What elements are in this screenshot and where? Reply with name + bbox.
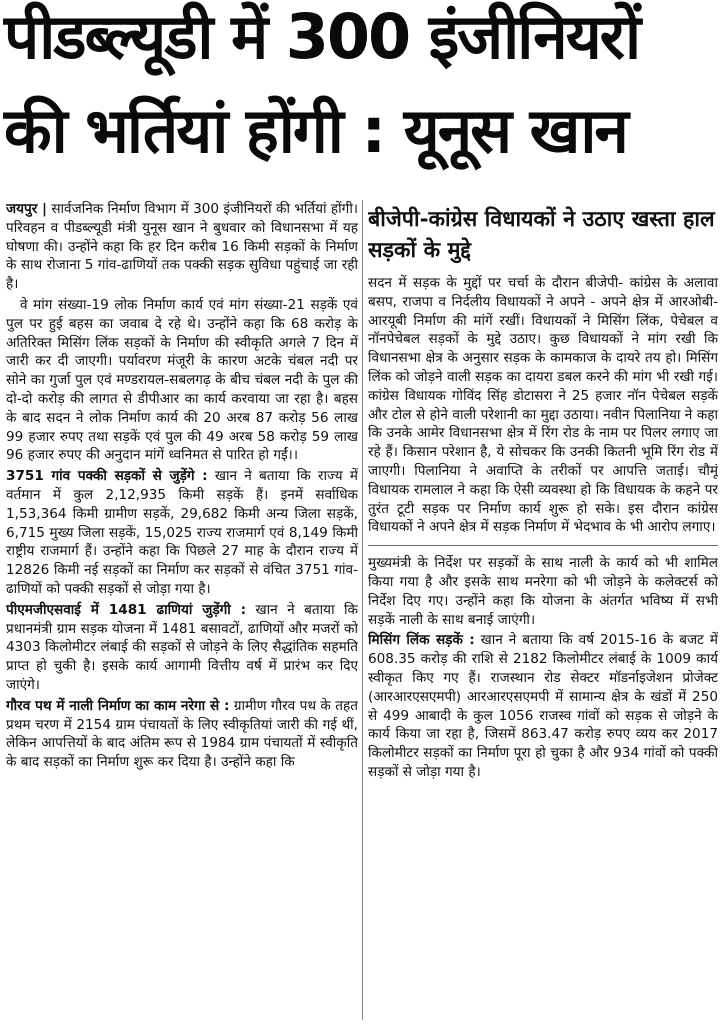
article-paragraph-1	[6, 200, 358, 294]
article-paragraph-5	[6, 697, 358, 772]
headline-line-2: की भर्तियां होंगी : यूनूस खान	[4, 94, 627, 167]
section-kicker: 3751 गांव पक्की सड़कों से जुड़ेंगे :	[6, 468, 208, 485]
section-kicker: मिसिंग लिंक सड़कें :	[368, 632, 475, 649]
paragraph-text: सार्वजनिक निर्माण विभाग में 300 इंजीनियरों की भर्तियां होंगी। परिवहन व पीडब्ल्यूडी मंत्री युनूस खान ने बुधवार को विधानसभा में यह घोषणा की। उन्होंने कहा कि हर दिन करीब 16 किमी सड़कों के निर्माण के साथ रोजाना 5 गांव-ढाणियों तक पक्की सड़क सुविधा पहुंचाई जा रही है।	[6, 201, 358, 293]
paragraph-text: ग्रामीण गौरव पथ के तहत प्रथम चरण में 2154 ग्राम पंचायतों के लिए स्वीकृतियां जारी की गई थीं, लेकिन आपत्तियों के बाद अंतिम रूप से 1984 ग्राम पंचायतों में स्वीकृति के बाद सड़कों का निर्माण शुरू कर दिया है। उन्होंने कहा कि	[6, 697, 358, 771]
left-column	[6, 200, 358, 1020]
paragraph-text: वे मांग संख्या-19 लोक निर्माण कार्य एवं मांग संख्या-21 सड़कें एवं पुल पर हुई बहस का जवाब दे रहे थे। उन्होंने कहा कि 68 करोड़ के अतिरिक्त मिसिंग लिंक सड़कों के निर्माण की स्वीकृति अगले 7 दिन में जारी कर दी जाएगी। पर्यावरण मंजूरी के कारण अटके चंबल नदी पर सोने का गुर्जा पुल एवं मण्डरायल-सबलगढ़ के बीच चंबल नदी के पुल की दो-दो करोड़ की लागत से डीपीआर का कार्य करवाया जा रहा है। बहस के बाद सदन ने लोक निर्माण कार्य की 20 अरब 87 करोड़ 56 लाख 99 हजार रुपए तथा सड़कें एवं पुल की 49 अरब 58 करोड़ 59 लाख 96 हजार रुपए की अनुदान मांगें ध्वनिमत से पारित हो गईं।।	[6, 296, 358, 464]
section-kicker: गौरव पथ में नाली निर्माण का काम नरेगा से :	[6, 697, 230, 714]
paragraph-text: सदन में सड़क के मुद्दों पर चर्चा के दौरान बीजेपी- कांग्रेस के अलावा बसप, राजपा व निर्दलीय विधायकों ने अपने - अपने क्षेत्र में आरओबी-आरयूबी निर्माण की मांगें रखीं। विधायकों ने मिसिंग लिंक, पेचेबल व नॉनपेचेबल सड़कों के मुद्दे उठाए। कुछ विधायकों ने मांग रखी कि विधानसभा क्षेत्र के अनुसार सड़क के कामकाज के दायरे तय हो। मिसिंग लिंक को जोड़ने वाली सड़क का दायरा डबल करने की मांग भी रखी गई। कांग्रेस विधायक गोविंद सिंह डोटासरा ने 25 हजार नॉन पेचेबल सड़कें और टोल से होने वाली परेशानी का मुद्दा उठाया। नवीन पिलानिया ने कहा कि उनके आमेर विधानसभा क्षेत्र में रिंग रोड के नाम पर पिलर लगाए जा रहे हैं। किसान परेशान है, ये सोचकर कि उनकी कितनी भूमि रिंग रोड में जाएगी। पिलानिया ने अवाप्ति के तरीकों पर आपत्ति जताई। चौमूं विधायक रामलाल ने कहा कि ऐसी व्यवस्था हो कि विधायक के कहने पर तुरंत टूटी सड़क पर निर्माण कार्य शुरू हो सके। इस दौरान कांग्रेस विधायकों ने अपने क्षेत्र में सड़क निर्माण में भेदभाव के भी आरोप लगाए।	[368, 275, 718, 536]
paragraph-text: खान ने बताया कि वर्ष 2015-16 के बजट में 608.35 करोड़ की राशि से 2182 किलोमीटर लंबाई के 1009 कार्य स्वीकृत किए गए हैं। राजस्थान रोड सेक्टर मॉडर्नाइजेशन प्रोजेक्ट (आरआरएसएमपी) आरआरएसएमपी में सामान्य क्षेत्र के खंडों में 250 से 499 आबादी के कुल 1056 राजस्व गांवों को सड़क से जोड़ने के कार्य किया जा रहा है, जिसमें 863.47 करोड़ रुपए व्यय कर 2017 किलोमीटर सड़कों का निर्माण पूरा हो चुका है और 934 गांवों को पक्की सड़कों से जोड़ा गया है।	[368, 632, 718, 780]
dateline: जयपुर |	[6, 201, 47, 217]
headline-line-1: पीडब्ल्यूडी में 300 इंजीनियरों	[4, 0, 640, 73]
sub-headline: बीजेपी-कांग्रेस विधायकों ने उठाए खस्ता हाल सड़कों के मुद्दे	[368, 207, 715, 263]
section-kicker: पीएमजीएसवाई में 1481 ढाणियां जुड़ेंगी :	[6, 601, 247, 618]
article-paragraph-3	[6, 467, 358, 599]
continued-paragraph-2	[368, 631, 718, 781]
article-paragraph-4	[6, 601, 358, 695]
section-divider	[368, 545, 718, 546]
right-column	[368, 200, 718, 1020]
paragraph-text: मुख्यमंत्री के निर्देश पर सड़कों के साथ नाली के कार्य को भी शामिल किया गया है और इसके साथ मनरेगा को भी जोड़ने के कलेक्टर्स को निर्देश दिए गए। उन्होंने कहा कि योजना के अंतर्गत भविष्य में सभी सड़कें नाली के साथ बनाई जाएंगी।	[368, 555, 718, 628]
continued-paragraph-1	[368, 554, 718, 629]
paragraph-text: खान ने बताया कि राज्य में वर्तमान में कुल 2,12,935 किमी सड़कें हैं। इनमें सर्वाधिक 1,53,364 किमी ग्रामीण सड़कें, 29,682 किमी अन्य जिला सड़कें, 6,715 मुख्य जिला सड़कें, 15,025 राज्य राजमार्ग एवं 8,149 किमी राष्ट्रीय राजमार्ग हैं। उन्होंने कहा कि पिछले 27 माह के दौरान राज्य में 12826 किमी नई सड़कों का निर्माण कर सड़कों से वंचित 3751 गांव-ढाणियों को पक्की सड़कों से जोड़ा गया है।	[6, 468, 358, 597]
column-divider	[362, 200, 363, 1020]
paragraph-text: खान ने बताया कि प्रधानमंत्री ग्राम सड़क योजना में 1481 बसावटों, ढाणियों और मजरों को 4303 किलोमीटर लंबाई की सड़कों से जोड़ने के लिए सैद्धांतिक सहमति प्राप्त हो चुकी है। इसके कार्य आगामी वित्तीय वर्ष में प्रारंभ कर दिए जाएंगे।	[6, 601, 358, 693]
article-paragraph-2	[6, 296, 358, 465]
sidebar-paragraph-1	[368, 274, 718, 537]
